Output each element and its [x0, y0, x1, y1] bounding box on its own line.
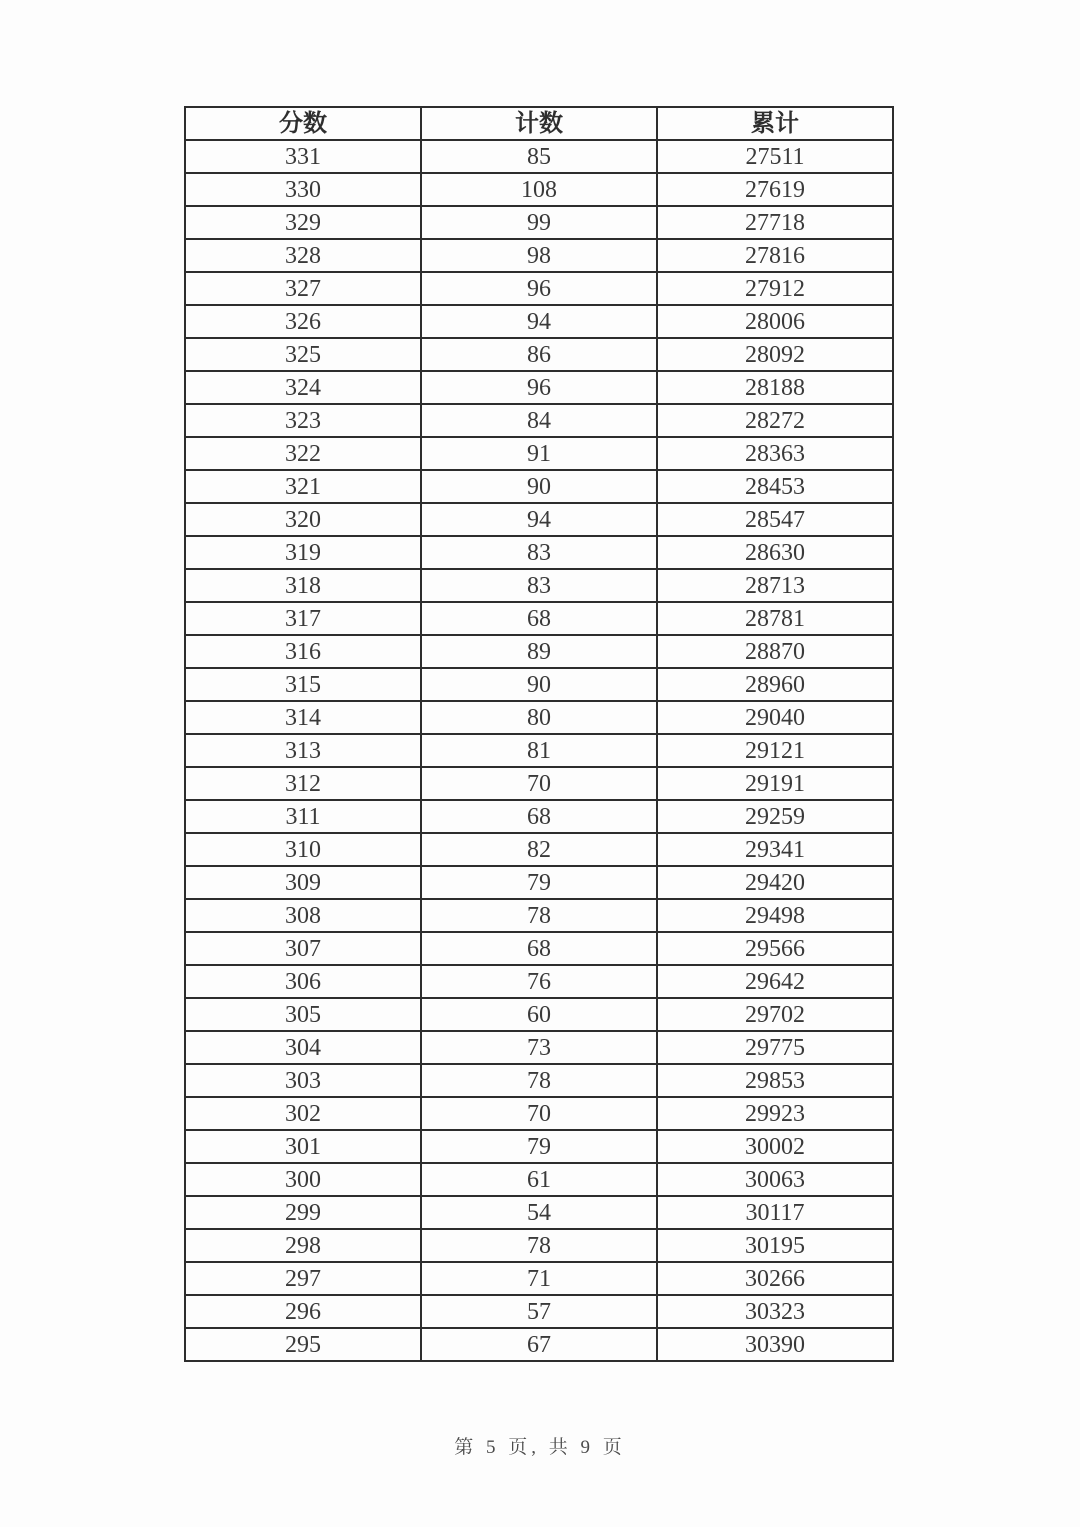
cumulative-cell: 28781: [657, 602, 893, 635]
table-row: [185, 1328, 893, 1361]
table-row: [185, 305, 893, 338]
table-row: [185, 701, 893, 734]
cumulative-cell: 28272: [657, 404, 893, 437]
score-cell: 322: [185, 437, 421, 470]
count-cell: 54: [421, 1196, 657, 1229]
score-cell: 298: [185, 1229, 421, 1262]
table-row: [185, 536, 893, 569]
score-cell: 313: [185, 734, 421, 767]
count-cell: 67: [421, 1328, 657, 1361]
count-cell: 83: [421, 536, 657, 569]
table-row: [185, 767, 893, 800]
cumulative-cell: 29420: [657, 866, 893, 899]
score-cell: 321: [185, 470, 421, 503]
score-cell: 327: [185, 272, 421, 305]
score-cell: 299: [185, 1196, 421, 1229]
score-cell: 304: [185, 1031, 421, 1064]
count-cell: 94: [421, 503, 657, 536]
table-row: [185, 371, 893, 404]
cumulative-cell: 28713: [657, 569, 893, 602]
count-cell: 89: [421, 635, 657, 668]
count-cell: 68: [421, 932, 657, 965]
count-cell: 91: [421, 437, 657, 470]
table-row: [185, 1163, 893, 1196]
cumulative-cell: 27912: [657, 272, 893, 305]
table-row: [185, 569, 893, 602]
count-cell: 90: [421, 668, 657, 701]
cumulative-cell: 28630: [657, 536, 893, 569]
table-row: [185, 272, 893, 305]
cumulative-cell: 29498: [657, 899, 893, 932]
table-row: [185, 635, 893, 668]
cumulative-cell: 28363: [657, 437, 893, 470]
count-cell: 71: [421, 1262, 657, 1295]
table-row: [185, 866, 893, 899]
table-row: [185, 1064, 893, 1097]
score-cell: 307: [185, 932, 421, 965]
score-cell: 314: [185, 701, 421, 734]
score-cell: 305: [185, 998, 421, 1031]
cumulative-cell: 30063: [657, 1163, 893, 1196]
cumulative-cell: 30390: [657, 1328, 893, 1361]
cumulative-cell: 30266: [657, 1262, 893, 1295]
cumulative-cell: 29702: [657, 998, 893, 1031]
header-score: 分数: [185, 107, 421, 140]
count-cell: 94: [421, 305, 657, 338]
table-row: [185, 404, 893, 437]
score-cell: 331: [185, 140, 421, 173]
count-cell: 96: [421, 272, 657, 305]
cumulative-cell: 28092: [657, 338, 893, 371]
table-row: [185, 338, 893, 371]
score-cell: 312: [185, 767, 421, 800]
table-row: [185, 1031, 893, 1064]
table-row: [185, 239, 893, 272]
score-cell: 328: [185, 239, 421, 272]
score-cell: 319: [185, 536, 421, 569]
count-cell: 78: [421, 1064, 657, 1097]
score-cell: 317: [185, 602, 421, 635]
table-row: [185, 140, 893, 173]
cumulative-cell: 29191: [657, 767, 893, 800]
table-row: [185, 602, 893, 635]
score-cell: 302: [185, 1097, 421, 1130]
header-count: 计数: [421, 107, 657, 140]
count-cell: 98: [421, 239, 657, 272]
score-cell: 329: [185, 206, 421, 239]
cumulative-cell: 29642: [657, 965, 893, 998]
table-row: [185, 998, 893, 1031]
score-cell: 295: [185, 1328, 421, 1361]
cumulative-cell: 29341: [657, 833, 893, 866]
cumulative-cell: 28453: [657, 470, 893, 503]
table-row: [185, 734, 893, 767]
score-cell: 309: [185, 866, 421, 899]
cumulative-cell: 28960: [657, 668, 893, 701]
score-cell: 320: [185, 503, 421, 536]
count-cell: 76: [421, 965, 657, 998]
cumulative-cell: 28547: [657, 503, 893, 536]
cumulative-cell: 27816: [657, 239, 893, 272]
cumulative-cell: 27619: [657, 173, 893, 206]
table-row: [185, 800, 893, 833]
count-cell: 85: [421, 140, 657, 173]
score-cell: 318: [185, 569, 421, 602]
table-row: [185, 899, 893, 932]
cumulative-cell: 30195: [657, 1229, 893, 1262]
score-cell: 324: [185, 371, 421, 404]
score-cell: 308: [185, 899, 421, 932]
cumulative-cell: 29259: [657, 800, 893, 833]
count-cell: 78: [421, 899, 657, 932]
count-cell: 78: [421, 1229, 657, 1262]
table-row: [185, 1262, 893, 1295]
cumulative-cell: 29566: [657, 932, 893, 965]
count-cell: 70: [421, 767, 657, 800]
cumulative-cell: 27511: [657, 140, 893, 173]
table-row: [185, 965, 893, 998]
page-footer: 第 5 页, 共 9 页: [454, 1437, 626, 1458]
count-cell: 57: [421, 1295, 657, 1328]
table-header-row: [185, 107, 893, 140]
score-cell: 306: [185, 965, 421, 998]
score-cell: 330: [185, 173, 421, 206]
cumulative-cell: 29040: [657, 701, 893, 734]
count-cell: 84: [421, 404, 657, 437]
count-cell: 99: [421, 206, 657, 239]
count-cell: 61: [421, 1163, 657, 1196]
cumulative-cell: 28006: [657, 305, 893, 338]
cumulative-cell: 29923: [657, 1097, 893, 1130]
score-cell: 296: [185, 1295, 421, 1328]
score-distribution-table: [184, 106, 894, 1362]
cumulative-cell: 29853: [657, 1064, 893, 1097]
table-row: [185, 503, 893, 536]
count-cell: 79: [421, 866, 657, 899]
table-row: [185, 1196, 893, 1229]
count-cell: 82: [421, 833, 657, 866]
score-cell: 301: [185, 1130, 421, 1163]
cumulative-cell: 28870: [657, 635, 893, 668]
table-row: [185, 173, 893, 206]
count-cell: 73: [421, 1031, 657, 1064]
count-cell: 70: [421, 1097, 657, 1130]
table-row: [185, 932, 893, 965]
count-cell: 68: [421, 602, 657, 635]
score-cell: 326: [185, 305, 421, 338]
table-row: [185, 1097, 893, 1130]
cumulative-cell: 29121: [657, 734, 893, 767]
count-cell: 108: [421, 173, 657, 206]
cumulative-cell: 27718: [657, 206, 893, 239]
score-cell: 315: [185, 668, 421, 701]
score-cell: 300: [185, 1163, 421, 1196]
count-cell: 81: [421, 734, 657, 767]
count-cell: 86: [421, 338, 657, 371]
count-cell: 79: [421, 1130, 657, 1163]
header-cumulative: 累计: [657, 107, 893, 140]
count-cell: 83: [421, 569, 657, 602]
table-row: [185, 1295, 893, 1328]
cumulative-cell: 30117: [657, 1196, 893, 1229]
score-cell: 303: [185, 1064, 421, 1097]
cumulative-cell: 30002: [657, 1130, 893, 1163]
score-cell: 325: [185, 338, 421, 371]
score-cell: 323: [185, 404, 421, 437]
table-row: [185, 1130, 893, 1163]
table-row: [185, 668, 893, 701]
cumulative-cell: 30323: [657, 1295, 893, 1328]
table-row: [185, 470, 893, 503]
score-cell: 316: [185, 635, 421, 668]
table-row: [185, 1229, 893, 1262]
count-cell: 60: [421, 998, 657, 1031]
score-cell: 310: [185, 833, 421, 866]
cumulative-cell: 28188: [657, 371, 893, 404]
cumulative-cell: 29775: [657, 1031, 893, 1064]
table-row: [185, 206, 893, 239]
table-row: [185, 833, 893, 866]
table-row: [185, 437, 893, 470]
count-cell: 96: [421, 371, 657, 404]
count-cell: 90: [421, 470, 657, 503]
count-cell: 68: [421, 800, 657, 833]
score-cell: 311: [185, 800, 421, 833]
count-cell: 80: [421, 701, 657, 734]
score-cell: 297: [185, 1262, 421, 1295]
